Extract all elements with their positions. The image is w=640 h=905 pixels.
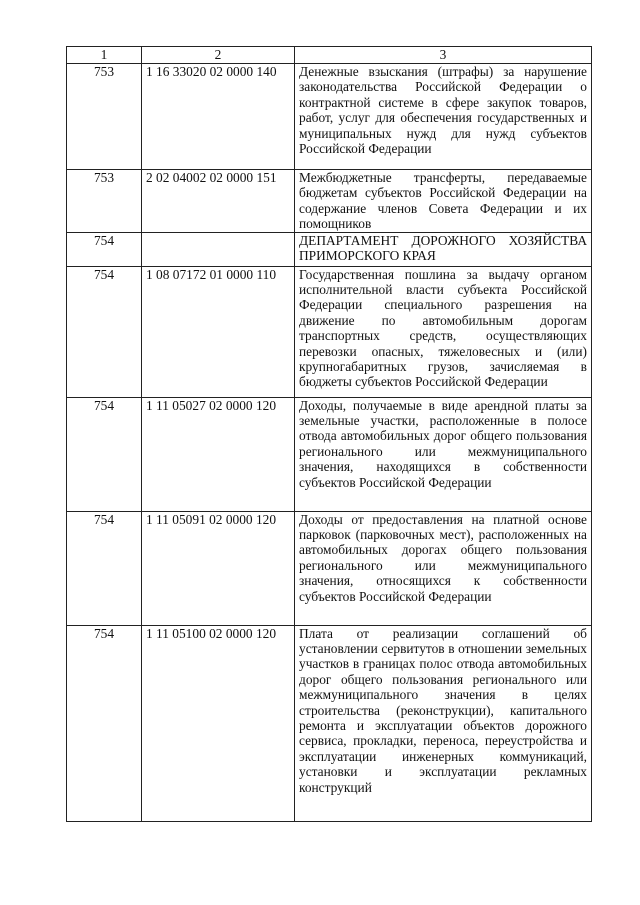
table-row xyxy=(67,511,592,625)
admin-code-cell: 754 xyxy=(67,397,142,511)
admin-code-cell: 754 xyxy=(67,266,142,397)
description-cell: Государственная пошлина за выдачу органом исполнительной власти субъекта Российской Федерации специального разрешения на движение по автомобильным дорогам транспортных средств, осуществляющих перевозки опасных, тяжеловесных и (или) крупногабаритных грузов, зачисляемая в бюджеты субъектов Российской Федерации xyxy=(295,266,592,397)
kbk-code-cell: 1 11 05027 02 0000 120 xyxy=(142,397,295,511)
column-header-1: 1 xyxy=(67,47,142,64)
admin-code-cell: 754 xyxy=(67,511,142,625)
description-cell: Доходы, получаемые в виде арендной платы за земельные участки, расположенные в полосе отвода автомобильных дорог общего пользования регионального или межмуниципального значения, находящихся в собственности субъектов Российской Федерации xyxy=(295,397,592,511)
description-cell: Плата от реализации соглашений об установлении сервитутов в отношении земельных участков в границах полос отвода автомобильных дорог общего пользования регионального или межмуниципального значения в целях строительства (реконструкции), капитального ремонта и эксплуатации объектов дорожного сервиса, прокладки, переноса, переустройства и эксплуатации инженерных коммуникаций, установки и эксплуатации рекламных конструкций xyxy=(295,625,592,821)
admin-code-cell: 754 xyxy=(67,232,142,266)
kbk-code-cell: 1 16 33020 02 0000 140 xyxy=(142,64,295,170)
kbk-code-cell: 2 02 04002 02 0000 151 xyxy=(142,170,295,233)
table-row xyxy=(67,397,592,511)
column-header-2: 2 xyxy=(142,47,295,64)
kbk-code-cell: 1 11 05091 02 0000 120 xyxy=(142,511,295,625)
table-row xyxy=(67,64,592,170)
admin-code-cell: 754 xyxy=(67,625,142,821)
description-cell: Доходы от предоставления на платной основе парковок (парковочных мест), расположенных на автомобильных дорогах общего пользования регионального или межмуниципального значения, относящихся к собственности субъектов Российской Федерации xyxy=(295,511,592,625)
admin-code-cell: 753 xyxy=(67,64,142,170)
description-cell: Межбюджетные трансферты, передаваемые бюджетам субъектов Российской Федерации на содержание членов Совета Федерации и их помощников xyxy=(295,170,592,233)
table-row xyxy=(67,170,592,233)
table-row xyxy=(67,266,592,397)
revenue-codes-table xyxy=(66,46,592,822)
kbk-code-cell: 1 08 07172 01 0000 110 xyxy=(142,266,295,397)
table-row xyxy=(67,625,592,821)
department-heading-cell: ДЕПАРТАМЕНТ ДОРОЖНОГО ХОЗЯЙСТВА ПРИМОРСКОГО КРАЯ xyxy=(295,232,592,266)
kbk-code-cell: 1 11 05100 02 0000 120 xyxy=(142,625,295,821)
column-header-3: 3 xyxy=(295,47,592,64)
admin-code-cell: 753 xyxy=(67,170,142,233)
table-header-row xyxy=(67,47,592,64)
description-cell: Денежные взыскания (штрафы) за нарушение законодательства Российской Федерации о контрактной системе в сфере закупок товаров, работ, услуг для обеспечения государственных и муниципальных нужд для нужд субъектов Российской Федерации xyxy=(295,64,592,170)
kbk-code-cell xyxy=(142,232,295,266)
table-row xyxy=(67,232,592,266)
